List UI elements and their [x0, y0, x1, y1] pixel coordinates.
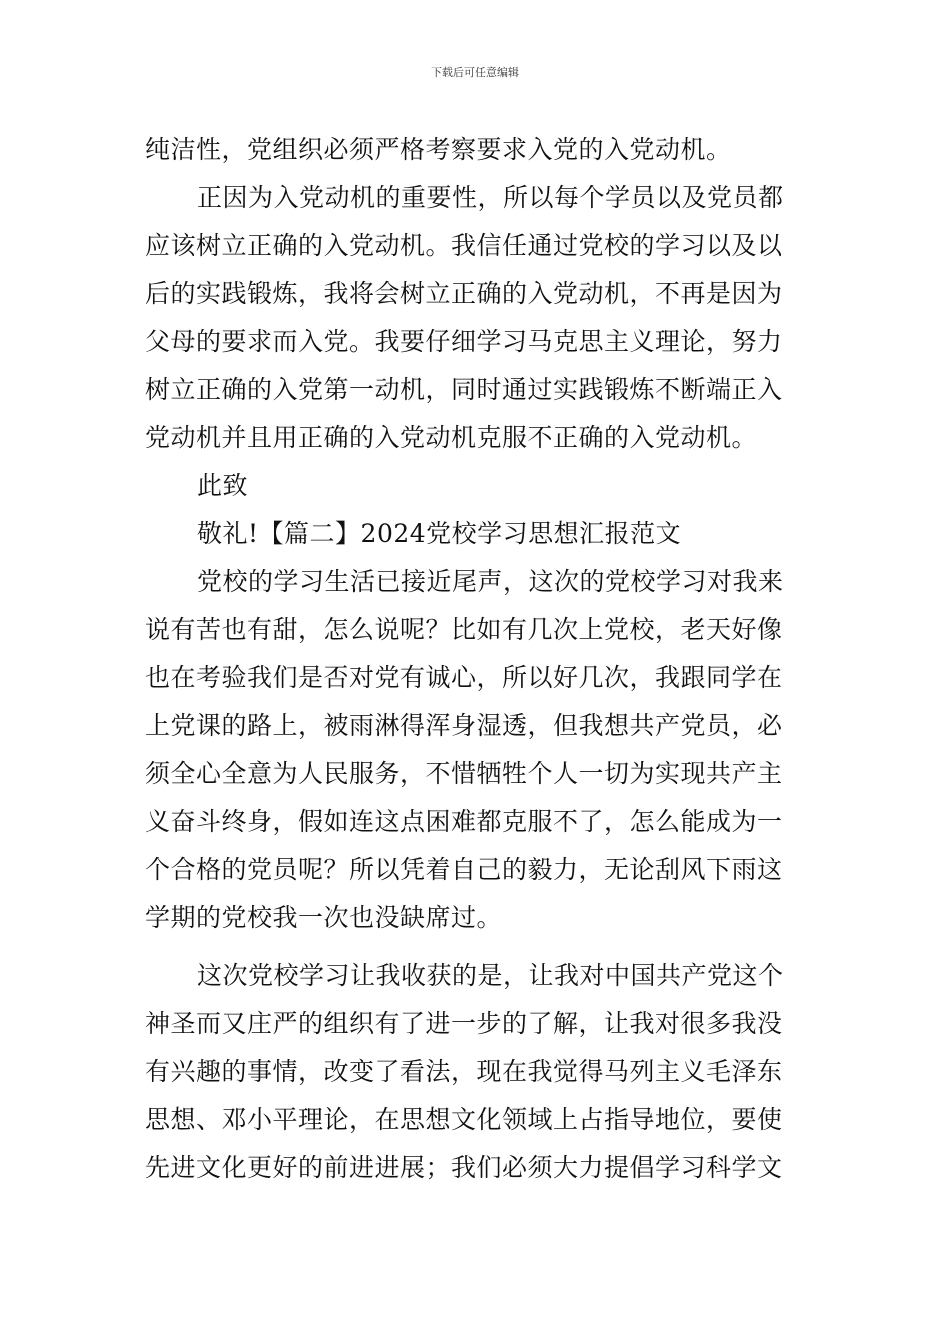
text-line: 正因为入党动机的重要性，所以每个学员以及党员都 [197, 183, 784, 212]
text-line: 学期的党校我一次也没缺席过。 [145, 903, 503, 932]
page-header: 下载后可任意编辑 [431, 66, 519, 79]
text-line: 义奋斗终身，假如连这点困难都克服不了，怎么能成为一 [145, 807, 783, 836]
text-line: 神圣而又庄严的组织有了进一步的了解，让我对很多我没 [145, 1009, 783, 1038]
text-line: 党动机并且用正确的入党动机克服不正确的入党动机。 [145, 423, 758, 452]
text-line: 说有苦也有甜，怎么说呢？比如有几次上党校，老天好像 [145, 615, 783, 644]
text-line: 有兴趣的事情，改变了看法，现在我觉得马列主义毛泽东 [145, 1057, 783, 1086]
text-line: 思想、邓小平理论，在思想文化领域上占指导地位，要使 [145, 1105, 783, 1134]
document-body [145, 126, 810, 1192]
text-line: 党校的学习生活已接近尾声，这次的党校学习对我来 [197, 567, 784, 596]
text-line: 个合格的党员呢？所以凭着自己的毅力，无论刮风下雨这 [145, 855, 783, 884]
text-line: 这次党校学习让我收获的是，让我对中国共产党这个 [197, 961, 784, 990]
text-line: 树立正确的入党第一动机，同时通过实践锻炼不断端正入 [145, 375, 783, 404]
text-line: 后的实践锻炼，我将会树立正确的入党动机，不再是因为 [145, 279, 783, 308]
text-line: 上党课的路上，被雨淋得浑身湿透，但我想共产党员，必 [145, 711, 783, 740]
body-text [145, 126, 810, 1192]
text-line: 须全心全意为人民服务，不惜牺牲个人一切为实现共产主 [145, 759, 783, 788]
text-line: 父母的要求而入党。我要仔细学习马克思主义理论，努力 [145, 327, 783, 356]
text-line: 纯洁性，党组织必须严格考察要求入党的入党动机。 [145, 135, 732, 164]
text-line: 应该树立正确的入党动机。我信任通过党校的学习以及以 [145, 231, 783, 260]
text-line: 也在考验我们是否对党有诚心，所以好几次，我跟同学在 [145, 663, 783, 692]
section-heading: 敬礼!【篇二】2024党校学习思想汇报范文 [197, 519, 682, 548]
text-line: 先进文化更好的前进进展；我们必须大力提倡学习科学文 [145, 1153, 783, 1182]
closing-salutation: 此致 [197, 471, 249, 500]
